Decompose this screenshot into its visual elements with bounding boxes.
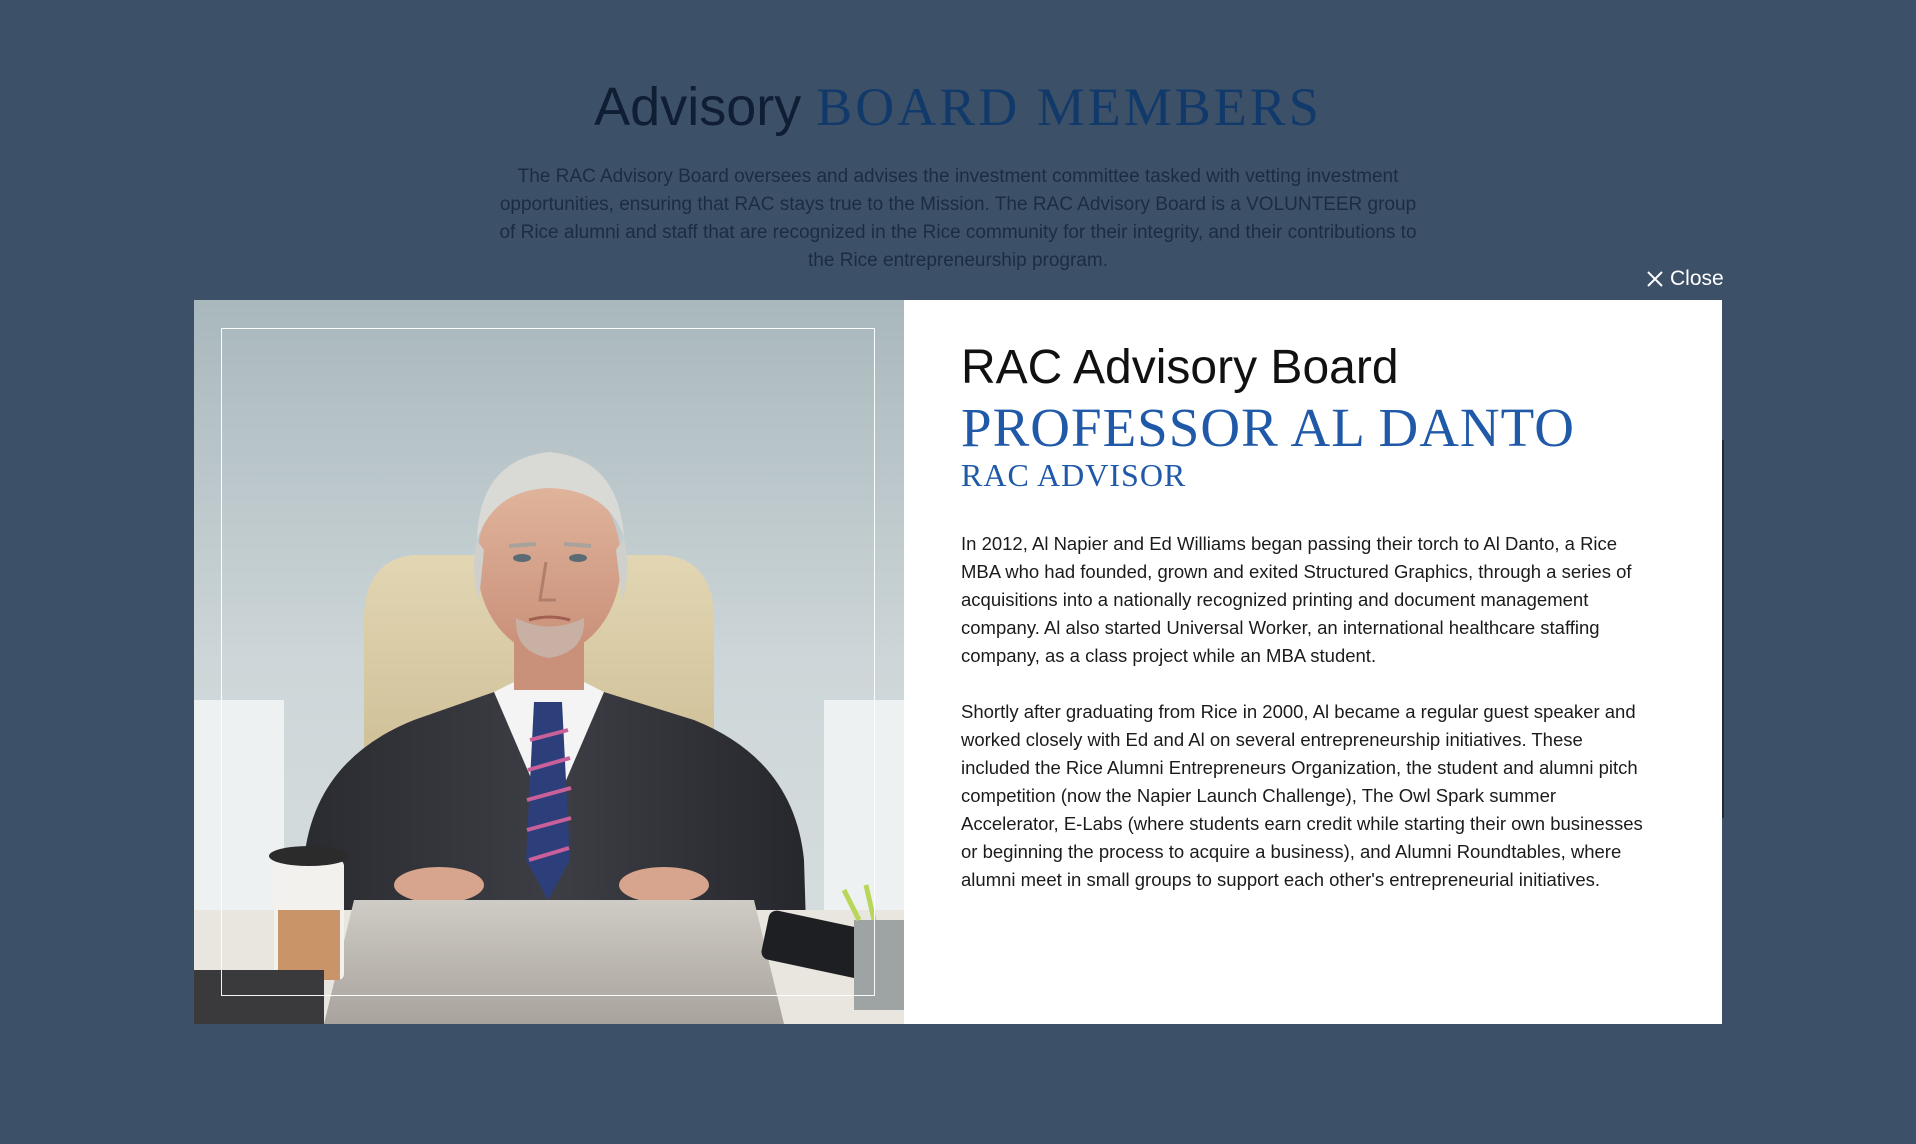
page-title (0, 72, 1916, 142)
member-photo (194, 300, 904, 1024)
member-role: RAC ADVISOR (961, 457, 1187, 493)
member-details (904, 300, 1722, 1024)
bio-paragraph: In 2012, Al Napier and Ed Williams began passing their torch to Al Danto, a Rice MBA who had founded, grown and exited Structured Graphics, through a series of acquisitions into a nationally recognized printing and document management company. Al also started Universal Worker, an international healthcare staffing company, as a class project while an MBA student. (961, 533, 1632, 666)
member-organization: RAC Advisory Board (961, 341, 1399, 394)
member-name: PROFESSOR AL DANTO (961, 397, 1575, 458)
close-label[interactable]: Close (1670, 267, 1724, 290)
close-icon[interactable] (1646, 270, 1664, 288)
page-description: The RAC Advisory Board oversees and advises the investment committee tasked with vetting investment opportunities, ensuring that RAC stays true to the Mission. The RAC Advisory Board is a VOLUNTEER group of Rice alumni and staff that are recognized in the Rice community for their integrity, and their contributions to the Rice entrepreneurship program. (499, 166, 1417, 271)
page-title-part2: BOARD MEMBERS (816, 77, 1322, 137)
photo-frame (221, 328, 875, 996)
bio-paragraph: Shortly after graduating from Rice in 2000, Al became a regular guest speaker and worked closely with Ed and Al on several entrepreneurship initiatives. These included the Rice Alumni Entrepreneurs Organization, the student and alumni pitch competition (now the Napier Launch Challenge), The Owl Spark summer Accelerator, E-Labs (where students earn credit while starting their own businesses or beginning the process to acquire a business), and Alumni Roundtables, where alumni meet in small groups to support each other's entrepreneurial initiatives. (961, 701, 1643, 890)
member-modal (194, 300, 1722, 1024)
close-button[interactable] (1646, 264, 1724, 294)
page-title-part1: Advisory (594, 77, 802, 137)
member-bio (961, 530, 1662, 894)
